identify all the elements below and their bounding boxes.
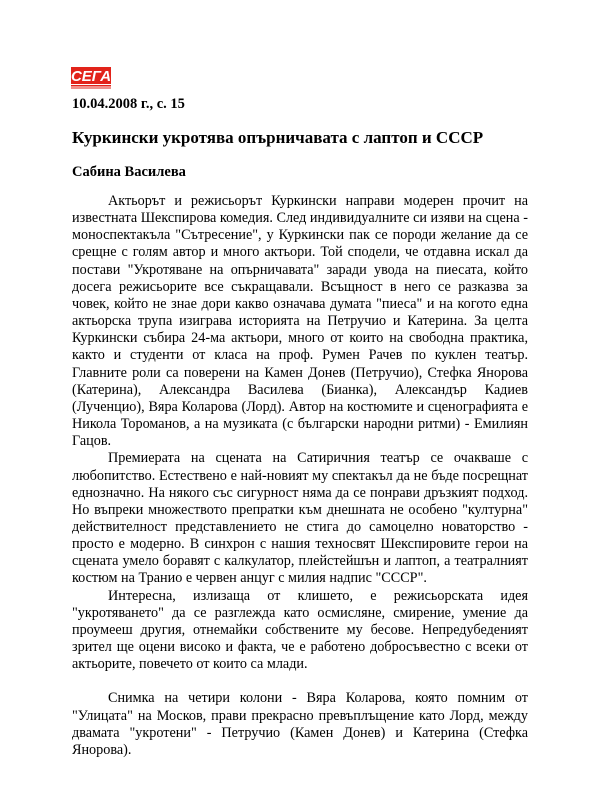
photo-caption: Снимка на четири колони - Вяра Коларова, която помним от "Улицата" на Москов, прави прекрасно превъплъщение като Лорд, между двамата "укротени" - Петручио (Камен Донев) и Катерина (Стефка Янорова). bbox=[72, 690, 528, 758]
article-paragraph-3: Интересна, излизаща от клишето, е режисьорската идея "укротяването" да се разглежда като осмисляне, смирение, умение да проумееш другия, отнемайки собствените му бесове. Непредубеденият зрител ще оцени високо и факта, че е работено добросъвестно с всеки от актьорите, повечето от които са млади. bbox=[72, 587, 528, 673]
article-paragraph-2: Премиерата на сцената на Сатиричния театър се очакваше с любопитство. Естествено е най-новият му спектакъл да не бъде посрещнат еднозначно. На някого със сигурност няма да се понрави дръзкият подход. Но въпреки множеството препратки към днешната не особено "културна" действителност представлението не стига до самоцелно новаторство - просто е модерно. В синхрон с нашия техносвят Шекспировите герои на сцената умело боравят с калкулатор, плейстейшън и лаптоп, а театралният костюм на Транио е червен анцуг с милия надпис "СССР". bbox=[72, 450, 528, 587]
sega-logo-icon bbox=[71, 67, 111, 89]
article-author: Сабина Василева bbox=[72, 164, 186, 180]
dateline: 10.04.2008 г., с. 15 bbox=[72, 96, 185, 112]
article-body bbox=[72, 193, 528, 759]
article-title: Куркински укротява опърничавата с лаптоп и СССР bbox=[72, 128, 484, 147]
newspaper-logo bbox=[71, 67, 111, 89]
article-paragraph-1: Актьорът и режисьорът Куркински направи модерен прочит на известната Шекспирова комедия. След индивидуалните си изяви на сцена - моноспектакъла "Сътресение", у Куркински пак се породи желание да се срещне с голям автор и много актьори. Той сподели, че отдавна искал да постави "Укротяване на опърничавата" заради увода на пиесата, който досега режисьорите все съкращавали. Всъщност в него се разказва за човек, който не знае дори какво означава думата "пиеса" и на когото една актьорска трупа изиграва историята на Петручио и Катерина. За целта Куркински събира 24-ма актьори, много от които на свободна практика, както и студенти от класа на проф. Румен Рачев по куклен театър. Главните роли са поверени на Камен Донев (Петручио), Стефка Янорова (Катерина), Александра Василева (Бианка), Александър Кадиев (Лученцио), Вяра Коларова (Лорд). Автор на костюмите и сценографията е Никола Тороманов, а на музиката (с български народни ритми) - Емилиян Гацов. bbox=[72, 193, 528, 450]
logo-text: СЕГА bbox=[71, 68, 111, 85]
